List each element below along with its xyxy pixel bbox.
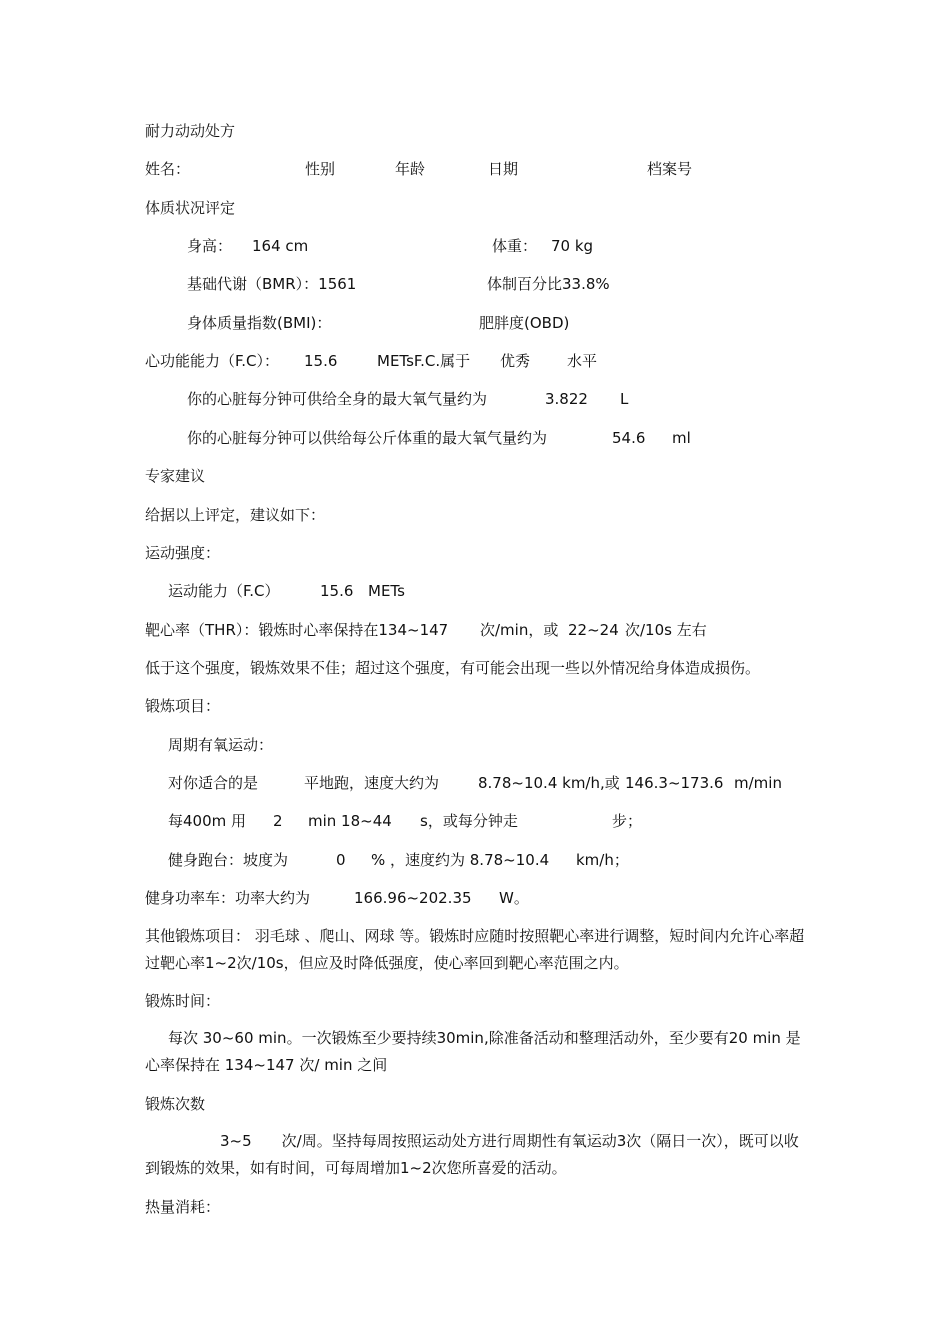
items-heading: 锻炼项目：: [145, 697, 221, 715]
run-pace: 146.3~173.6: [625, 774, 724, 792]
fc-row: [145, 351, 625, 371]
run-speed: 8.78~10.4 km/h,或: [478, 774, 620, 792]
per400-min: 2: [273, 812, 283, 830]
thr-value2: 22~24: [568, 621, 619, 639]
other-items-paragraph: 其他锻炼项目： 羽毛球 、爬山、网球 等。锻炼时应随时按照靶心率进行调整，短时间内允许心率超过靶心率1~2次/10s，但应及时降低强度，使心率回到靶心率范围之内。: [145, 927, 805, 972]
freq-heading: 锻炼次数: [145, 1095, 206, 1113]
time-paragraph: 每次 30~60 min。一次锻炼至少要持续30min,除准备活动和整理活动外，至少要有20 min 是心率保持在 134~147 次/ min 之间: [145, 1029, 801, 1074]
run-row: [168, 773, 808, 793]
advice-intro: 给据以上评定，建议如下：: [145, 506, 326, 524]
thr-row: [145, 620, 725, 640]
treadmill-speed: ，速度约为 8.78~10.4: [390, 851, 550, 869]
doc-title: 耐力动动处方: [145, 122, 236, 140]
intensity-heading: 运动强度：: [145, 544, 221, 562]
bmi-label: 身体质量指数(BMI)：: [187, 314, 332, 332]
thr-mid: 次/min，或: [480, 621, 559, 639]
bike-value: 166.96~202.35: [354, 889, 472, 907]
gender-label: 性别: [305, 160, 336, 178]
fc-grade: 优秀: [500, 352, 531, 370]
bmi-row: [187, 313, 637, 333]
height-weight-row: [187, 236, 637, 256]
run-type: 平地跑，速度大约为: [304, 774, 440, 792]
bike-row: [145, 888, 545, 908]
obd-label: 肥胖度(OBD): [479, 314, 570, 332]
fc-value: 15.6: [304, 352, 338, 370]
physique-heading: 体质状况评定: [145, 199, 236, 217]
expert-heading: 专家建议: [145, 467, 206, 485]
fc-label: 心功能能力（F.C）：: [145, 352, 279, 370]
weight-value: 70 kg: [551, 237, 594, 255]
date-label: 日期: [488, 160, 519, 178]
fc-suffix: 水平: [567, 352, 598, 370]
bike-prefix: 健身功率车：功率大约为: [145, 889, 311, 907]
body-fat-label: 体制百分比33.8%: [487, 275, 610, 293]
exercise-fc-value: 15.6: [320, 582, 354, 600]
oxygen-total-value: 3.822: [545, 390, 588, 408]
bmr-label: 基础代谢（BMR）：1561: [187, 275, 357, 293]
aerobic-heading: 周期有氧运动：: [168, 736, 274, 754]
name-label: 姓名：: [145, 160, 191, 178]
bmr-row: [187, 274, 637, 294]
oxygen-total-text: 你的心脏每分钟可供给全身的最大氧气量约为: [187, 390, 488, 408]
oxygen-total-row: [187, 389, 647, 409]
per400-prefix: 每400m 用: [168, 812, 247, 830]
per400-sec: min 18~44: [308, 812, 392, 830]
treadmill-row: [168, 850, 638, 870]
freq-paragraph: [145, 1128, 810, 1182]
run-prefix: 对你适合的是: [168, 774, 259, 792]
thr-suffix: 次/10s 左右: [625, 621, 707, 639]
age-label: 年龄: [395, 160, 426, 178]
treadmill-unit: km/h；: [576, 851, 629, 869]
exercise-fc-label: 运动能力（F.C）: [168, 582, 280, 600]
time-heading: 锻炼时间：: [145, 992, 221, 1010]
calorie-heading: 热量消耗：: [145, 1198, 221, 1216]
bike-unit: W。: [499, 889, 529, 907]
exercise-fc-unit: METs: [368, 582, 405, 600]
height-label: 身高：: [187, 237, 233, 255]
thr-prefix: 靶心率（THR）：锻炼时心率保持在134~147: [145, 621, 449, 639]
weight-label: 体重：: [492, 237, 538, 255]
treadmill-pct: %: [371, 851, 386, 869]
treadmill-grade: 0: [336, 851, 346, 869]
treadmill-prefix: 健身跑台：坡度为: [168, 851, 289, 869]
oxygen-per-kg-text: 你的心脏每分钟可以供给每公斤体重的最大氧气量约为: [187, 429, 548, 447]
per400-step: 步；: [612, 812, 643, 830]
oxygen-per-kg-value: 54.6: [612, 429, 646, 447]
oxygen-per-kg-unit: ml: [672, 429, 691, 447]
oxygen-per-kg-row: [187, 428, 707, 448]
oxygen-total-unit: L: [620, 390, 629, 408]
exercise-fc-row: [168, 581, 428, 601]
freq-value: 3~5: [220, 1132, 252, 1150]
per400-s: s，或每分钟走: [420, 812, 518, 830]
per400-row: [168, 811, 658, 831]
run-unit: m/min: [734, 774, 782, 792]
freq-text: 次/周。坚持每周按照运动处方进行周期性有氧运动3次（隔日一次），既可以收到锻炼的效果，如有时间，可每周增加1~2次您所喜爱的活动。: [145, 1132, 799, 1177]
info-row: [145, 159, 705, 179]
file-no-label: 档案号: [647, 160, 693, 178]
intensity-warning: 低于这个强度，锻炼效果不佳；超过这个强度，有可能会出现一些以外情况给身体造成损伤。: [145, 659, 761, 677]
height-value: 164 cm: [252, 237, 309, 255]
fc-unit: METsF.C.属于: [377, 352, 471, 370]
